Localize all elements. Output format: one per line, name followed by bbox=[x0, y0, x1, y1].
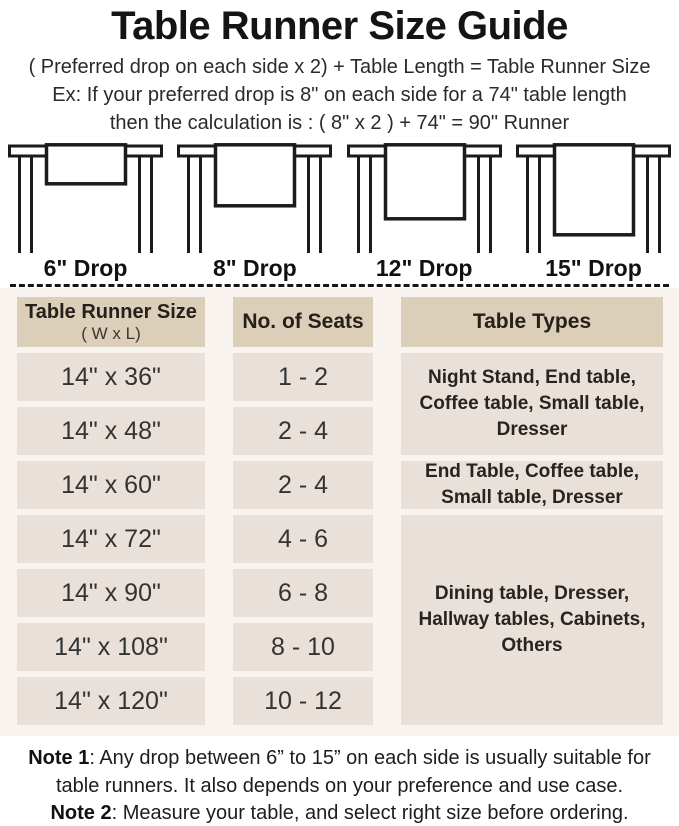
types-cell: End Table, Coffee table, Small table, Dresser bbox=[401, 461, 663, 509]
formula-line: ( Preferred drop on each side x 2) + Table Length = Table Runner Size bbox=[28, 56, 651, 78]
table-side-view-icon bbox=[347, 143, 502, 253]
size-cell: 14" x 60" bbox=[17, 461, 205, 509]
note-1-text: : Any drop between 6” to 15” on each side is usually suitable for table runners. It also depends on your preference and use case. bbox=[55, 747, 651, 797]
types-cell: Night Stand, End table, Coffee table, Small table, Dresser bbox=[401, 353, 663, 455]
size-guide-page bbox=[0, 2, 679, 826]
table-side-view-icon bbox=[8, 143, 163, 253]
size-table bbox=[17, 297, 663, 725]
header-cell-seats: No. of Seats bbox=[233, 297, 373, 347]
size-cell: 14" x 36" bbox=[17, 353, 205, 401]
dashed-divider bbox=[10, 284, 669, 287]
size-cell: 14" x 108" bbox=[17, 623, 205, 671]
header-cell-types: Table Types bbox=[401, 297, 663, 347]
types-cell: Dining table, Dresser, Hallway tables, Cabinets, Others bbox=[401, 515, 663, 725]
size-table-section bbox=[0, 288, 679, 736]
seats-cell: 4 - 6 bbox=[233, 515, 373, 563]
example-line-1: Ex: If your preferred drop is 8" on each side for a 74" table length bbox=[52, 84, 627, 106]
size-cell: 14" x 72" bbox=[17, 515, 205, 563]
note-1 bbox=[0, 745, 679, 800]
table-drop-illustration bbox=[347, 143, 502, 253]
seats-cell: 1 - 2 bbox=[233, 353, 373, 401]
table-side-view-icon bbox=[177, 143, 332, 253]
seats-cell: 6 - 8 bbox=[233, 569, 373, 617]
drop-illustrations bbox=[0, 143, 679, 253]
table-drop-illustration bbox=[177, 143, 332, 253]
note-2-text: : Measure your table, and select right size before ordering. bbox=[111, 802, 629, 824]
drop-label: 6" Drop bbox=[43, 255, 128, 281]
table-drop-illustration bbox=[8, 143, 163, 253]
seats-cell: 2 - 4 bbox=[233, 407, 373, 455]
drop-label: 12" Drop bbox=[375, 255, 473, 281]
example-line-2: then the calculation is : ( 8" x 2 ) + 74" = 90" Runner bbox=[109, 112, 570, 134]
header-size-title: Table Runner Size bbox=[25, 301, 197, 323]
table-side-view-icon bbox=[516, 143, 671, 253]
note-2 bbox=[0, 800, 679, 826]
seats-cell: 10 - 12 bbox=[233, 677, 373, 725]
note-1-label: Note 1 bbox=[28, 747, 90, 769]
page-title: Table Runner Size Guide bbox=[111, 4, 568, 48]
notes bbox=[0, 745, 679, 826]
seats-cell: 8 - 10 bbox=[233, 623, 373, 671]
header-cell-size bbox=[17, 297, 205, 347]
size-cell: 14" x 90" bbox=[17, 569, 205, 617]
drop-label: 8" Drop bbox=[212, 255, 297, 281]
note-2-label: Note 2 bbox=[50, 802, 112, 824]
size-cell: 14" x 120" bbox=[17, 677, 205, 725]
drop-labels bbox=[0, 253, 679, 284]
seats-cell: 2 - 4 bbox=[233, 461, 373, 509]
table-drop-illustration bbox=[516, 143, 671, 253]
header-size-subtitle: ( W x L) bbox=[81, 324, 141, 343]
drop-label: 15" Drop bbox=[545, 255, 642, 281]
size-cell: 14" x 48" bbox=[17, 407, 205, 455]
